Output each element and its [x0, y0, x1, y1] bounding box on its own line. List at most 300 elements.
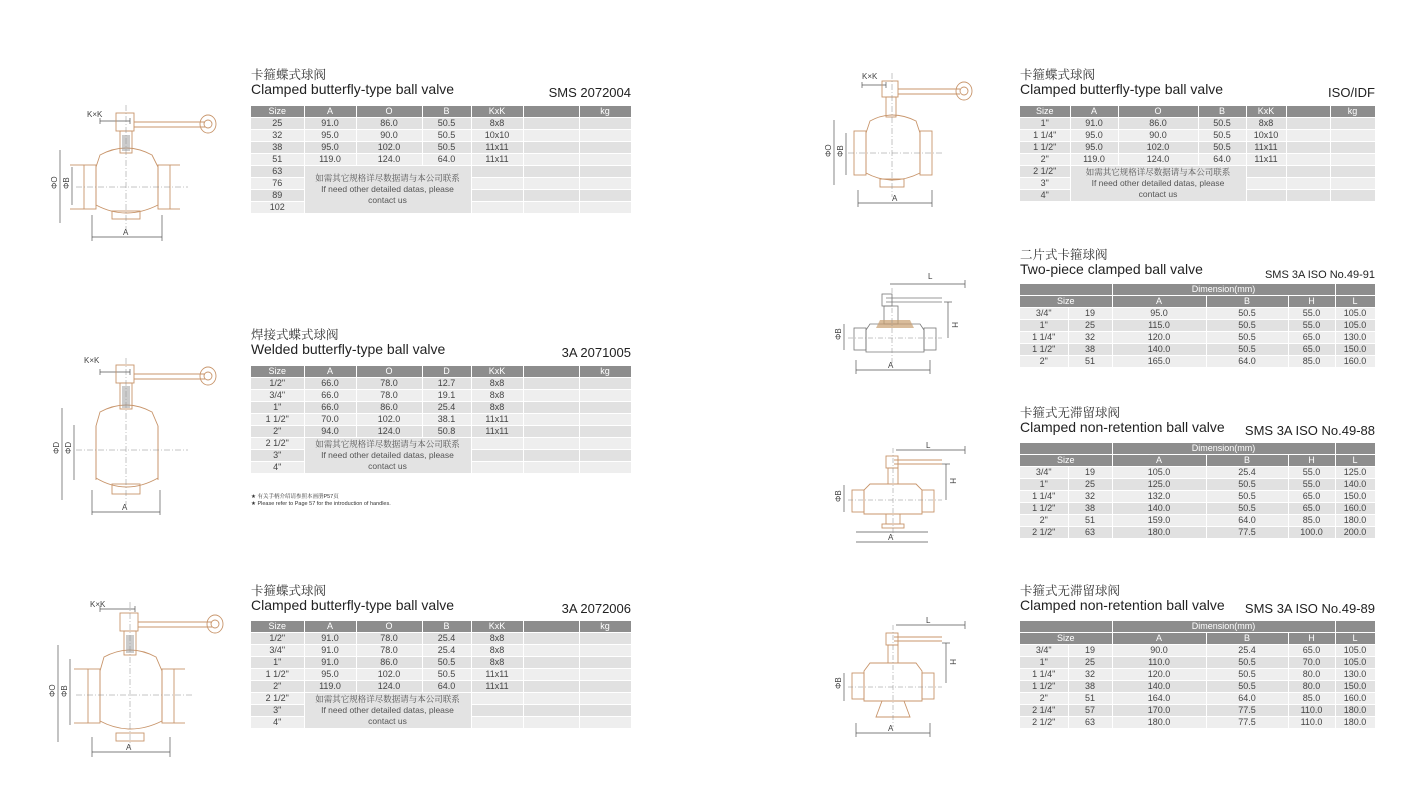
header-cell: L [1335, 455, 1375, 467]
table-cell [1286, 190, 1330, 202]
table-cell: 11x11 [471, 669, 523, 681]
table-cell: 78.0 [356, 378, 422, 390]
table-cell: 11x11 [471, 414, 523, 426]
table-cell [523, 190, 579, 202]
header-cell: O [356, 621, 422, 633]
table-cell [523, 705, 579, 717]
table-cell: 25.4 [422, 633, 471, 645]
table-cell: 85.0 [1288, 693, 1335, 705]
table-cell: 2 1/2" [1020, 527, 1068, 539]
table-cell: 55.0 [1288, 308, 1335, 320]
table-cell: 1 1/4" [1020, 332, 1068, 344]
valve-drawing-butterfly-clamped-3a [40, 597, 225, 762]
table-cell: 77.5 [1206, 527, 1288, 539]
valve-drawing-two-piece [830, 270, 975, 380]
table-cell: 2" [1020, 515, 1068, 527]
table-header-row [1020, 633, 1375, 645]
table-cell [523, 450, 579, 462]
table-cell [523, 717, 579, 729]
table-cell: 125.0 [1335, 467, 1375, 479]
handle-note [251, 494, 391, 508]
table-cell: 25.4 [422, 645, 471, 657]
size-cell: 2 1/2" [1020, 166, 1070, 178]
spec-table-body [1020, 621, 1375, 729]
dim-b-label: ΦB [834, 677, 843, 689]
table-cell [523, 657, 579, 669]
table-cell [523, 414, 579, 426]
spec-table-body [1020, 284, 1375, 368]
table-cell: 8x8 [471, 378, 523, 390]
table-cell: 91.0 [1070, 118, 1118, 130]
table-cell [579, 717, 631, 729]
table-cell: 50.5 [1198, 130, 1246, 142]
table-cell: 11x11 [1246, 142, 1286, 154]
table-cell: 90.0 [1118, 130, 1198, 142]
size-cell: 2 1/2" [251, 693, 304, 705]
table-row [251, 118, 631, 130]
valve-drawing-butterfly-clamped-sms [40, 95, 220, 245]
table-cell: 110.0 [1288, 717, 1335, 729]
table-cell: 55.0 [1288, 479, 1335, 491]
table-cell: 2" [1020, 356, 1068, 368]
table-cell: 110.0 [1112, 657, 1206, 669]
table-cell: 1/2" [251, 378, 304, 390]
table-cell: 50.5 [1206, 320, 1288, 332]
spec-table [251, 621, 632, 729]
header-cell: B [1198, 106, 1246, 118]
section-title [1020, 406, 1375, 440]
table-cell [579, 130, 631, 142]
table-cell [579, 118, 631, 130]
table-row [1020, 681, 1375, 693]
dim-a-label: A [888, 533, 894, 542]
table-cell: 66.0 [304, 390, 356, 402]
header-cell: H [1288, 296, 1335, 308]
contact-note [304, 693, 471, 729]
table-cell [1286, 130, 1330, 142]
table-row [1020, 154, 1375, 166]
table-cell: 80.0 [1288, 681, 1335, 693]
valve-drawing-non-retention-89 [830, 615, 975, 740]
table-cell [579, 378, 631, 390]
table-cell: 2" [251, 681, 304, 693]
table-cell [579, 681, 631, 693]
table-cell: 38 [251, 142, 304, 154]
table-row [251, 378, 631, 390]
table-cell: 3/4" [1020, 467, 1068, 479]
table-cell [579, 402, 631, 414]
table-cell: 50.5 [1206, 669, 1288, 681]
table-row [251, 657, 631, 669]
table-row [251, 142, 631, 154]
header-cell: Size [1020, 296, 1112, 308]
table-cell: 19.1 [422, 390, 471, 402]
table-cell: 105.0 [1112, 467, 1206, 479]
header-cell [523, 366, 579, 378]
table-row [251, 438, 631, 450]
table-cell: 8x8 [471, 645, 523, 657]
header-cell: A [1112, 633, 1206, 645]
section-title [1020, 584, 1375, 618]
table-cell [1330, 118, 1375, 130]
header-cell: Size [1020, 106, 1070, 118]
section-title-en: Clamped non-retention ball valve [1020, 597, 1225, 613]
table-cell: 180.0 [1112, 527, 1206, 539]
spec-table-body [1020, 106, 1375, 202]
dim-b-label: ΦB [834, 490, 843, 502]
table-cell [1330, 142, 1375, 154]
dim-b-label: ΦB [62, 177, 71, 189]
header-cell [1020, 443, 1112, 455]
table-cell: 65.0 [1288, 645, 1335, 657]
table-cell: 1 1/2" [1020, 344, 1068, 356]
dim-kxk-label: K×K [90, 600, 106, 609]
section-title [1020, 248, 1375, 282]
table-cell [471, 166, 523, 178]
spec-table [1020, 443, 1376, 539]
table-cell [1286, 142, 1330, 154]
table-cell [579, 154, 631, 166]
table-row [1020, 705, 1375, 717]
table-cell [579, 178, 631, 190]
table-row [1020, 657, 1375, 669]
size-cell: 102 [251, 202, 304, 214]
header-cell: A [304, 366, 356, 378]
header-cell: O [356, 106, 422, 118]
dim-d-label: ΦD [52, 441, 61, 454]
table-cell: 57 [1068, 705, 1112, 717]
table-cell: 32 [251, 130, 304, 142]
table-cell: 150.0 [1335, 681, 1375, 693]
table-cell: 51 [1068, 693, 1112, 705]
table-cell: 1 1/2" [1020, 142, 1070, 154]
handle-note-zh: ★ 有关手柄介绍请参照本画册P57页 [251, 494, 339, 500]
table-cell [579, 390, 631, 402]
section-title-zh: 卡箍蝶式球阀 [251, 67, 327, 82]
table-cell [523, 154, 579, 166]
header-cell: L [1335, 633, 1375, 645]
table-cell [471, 190, 523, 202]
table-row [1020, 491, 1375, 503]
table-cell: 86.0 [1118, 118, 1198, 130]
table-cell: 50.5 [1206, 479, 1288, 491]
dim-o-label: ΦO [48, 684, 57, 697]
table-cell: 64.0 [1206, 356, 1288, 368]
table-cell: 160.0 [1335, 356, 1375, 368]
contact-note-en: contact us [368, 716, 407, 726]
table-cell: 8x8 [1246, 118, 1286, 130]
table-cell: 78.0 [356, 645, 422, 657]
table-cell: 25.4 [422, 402, 471, 414]
section-title [1020, 68, 1375, 102]
table-cell: 78.0 [356, 390, 422, 402]
section-title [251, 68, 631, 102]
dim-kxk-label: K×K [87, 110, 103, 119]
table-cell: 102.0 [356, 142, 422, 154]
table-cell: 19 [1068, 308, 1112, 320]
header-cell: H [1288, 455, 1335, 467]
table-cell: 50.5 [1206, 332, 1288, 344]
table-row [1020, 320, 1375, 332]
table-cell: 1 1/4" [1020, 130, 1070, 142]
table-cell [1330, 130, 1375, 142]
table-row [251, 130, 631, 142]
header-cell [523, 621, 579, 633]
section-standard: ISO/IDF [1328, 85, 1375, 101]
header-cell: B [422, 621, 471, 633]
table-cell [579, 657, 631, 669]
table-cell: 120.0 [1112, 669, 1206, 681]
size-cell: 76 [251, 178, 304, 190]
table-cell [579, 633, 631, 645]
dim-kxk-label: K×K [862, 72, 878, 81]
table-cell: 124.0 [356, 426, 422, 438]
table-header-row [251, 621, 631, 633]
table-cell: 150.0 [1335, 344, 1375, 356]
table-header-row [1020, 296, 1375, 308]
table-cell [1330, 166, 1375, 178]
table-cell: 95.0 [304, 142, 356, 154]
table-cell: 8x8 [471, 402, 523, 414]
table-cell [579, 450, 631, 462]
table-cell: 19 [1068, 645, 1112, 657]
table-cell: 150.0 [1335, 491, 1375, 503]
contact-note-en: contact us [1138, 189, 1178, 199]
table-cell: 180.0 [1112, 717, 1206, 729]
table-cell: 11x11 [471, 426, 523, 438]
table-cell [523, 681, 579, 693]
table-cell: 50.5 [422, 142, 471, 154]
header-cell: O [356, 366, 422, 378]
table-cell: 25.4 [1206, 645, 1288, 657]
table-cell: 105.0 [1335, 308, 1375, 320]
table-cell [471, 717, 523, 729]
dim-d-label: ΦD [64, 441, 73, 454]
table-cell [523, 462, 579, 474]
table-row [1020, 693, 1375, 705]
table-cell: 1 1/2" [1020, 681, 1068, 693]
table-cell [523, 669, 579, 681]
table-cell: 50.5 [1206, 344, 1288, 356]
table-cell: 50.5 [1198, 142, 1246, 154]
header-cell: KxK [471, 621, 523, 633]
table-cell: 91.0 [304, 118, 356, 130]
table-cell: 10x10 [471, 130, 523, 142]
table-cell: 65.0 [1288, 332, 1335, 344]
section-standard: SMS 3A ISO No.49-89 [1244, 601, 1375, 617]
table-cell: 2" [1020, 693, 1068, 705]
table-cell: 1 1/2" [1020, 503, 1068, 515]
header-cell: KxK [471, 366, 523, 378]
table-row [251, 390, 631, 402]
table-row [1020, 142, 1375, 154]
header-cell: A [304, 621, 356, 633]
table-cell: 11x11 [471, 154, 523, 166]
table-row [251, 426, 631, 438]
header-cell: A [304, 106, 356, 118]
dim-b-label: ΦB [836, 145, 845, 157]
table-cell: 124.0 [1118, 154, 1198, 166]
table-cell: 180.0 [1335, 717, 1375, 729]
table-cell: 160.0 [1335, 503, 1375, 515]
valve-drawing-butterfly-clamped-iso [820, 65, 985, 210]
table-header-row [251, 366, 631, 378]
table-cell: 70.0 [1288, 657, 1335, 669]
contact-note-en: If need other detailed datas, please [321, 450, 454, 460]
table-cell [523, 378, 579, 390]
table-cell: 8x8 [471, 633, 523, 645]
table-row [1020, 166, 1375, 178]
header-cell: A [1070, 106, 1118, 118]
header-cell [523, 106, 579, 118]
table-cell: 2" [251, 426, 304, 438]
table-cell: 86.0 [356, 118, 422, 130]
table-cell: 119.0 [1070, 154, 1118, 166]
table-cell: 102.0 [356, 414, 422, 426]
table-cell: 105.0 [1335, 320, 1375, 332]
table-cell: 100.0 [1288, 527, 1335, 539]
header-cell: kg [579, 366, 631, 378]
table-cell: 65.0 [1288, 491, 1335, 503]
table-cell: 50.5 [422, 657, 471, 669]
table-cell: 78.0 [356, 633, 422, 645]
table-cell [579, 462, 631, 474]
table-cell: 63 [1068, 717, 1112, 729]
dim-l-label: L [926, 441, 931, 450]
table-row [251, 633, 631, 645]
table-cell: 32 [1068, 669, 1112, 681]
size-cell: 4" [251, 462, 304, 474]
size-cell: 3" [251, 705, 304, 717]
table-cell: 55.0 [1288, 467, 1335, 479]
table-cell [523, 202, 579, 214]
size-cell: 3" [251, 450, 304, 462]
section-title-en: Clamped butterfly-type ball valve [251, 597, 455, 613]
table-cell [523, 166, 579, 178]
table-cell: 2" [1020, 154, 1070, 166]
dim-kxk-label: K×K [84, 356, 100, 365]
table-cell: 1 1/4" [1020, 669, 1068, 681]
table-cell: 140.0 [1112, 681, 1206, 693]
table-cell: 77.5 [1206, 717, 1288, 729]
table-cell: 95.0 [1070, 130, 1118, 142]
table-cell: 51 [1068, 515, 1112, 527]
table-cell: 1" [1020, 479, 1068, 491]
table-header-row [1020, 455, 1375, 467]
table-cell: 2 1/2" [1020, 717, 1068, 729]
header-cell [1020, 284, 1112, 296]
table-cell [1330, 178, 1375, 190]
table-cell: 65.0 [1288, 503, 1335, 515]
table-cell: 170.0 [1112, 705, 1206, 717]
spec-table [251, 366, 632, 474]
table-cell [1246, 178, 1286, 190]
table-cell [523, 130, 579, 142]
section-title-zh: 二片式卡箍球阀 [1020, 247, 1108, 262]
section-title [251, 328, 631, 362]
table-cell: 85.0 [1288, 515, 1335, 527]
header-cell: L [1335, 296, 1375, 308]
contact-note-zh: 如需其它规格详尽数据请与本公司联系 [315, 439, 460, 449]
table-cell: 64.0 [422, 681, 471, 693]
table-cell: 66.0 [304, 402, 356, 414]
table-cell: 38 [1068, 344, 1112, 356]
dim-b-label: ΦB [60, 685, 69, 697]
dim-a-label: A [126, 743, 132, 752]
section-title-en: Clamped non-retention ball valve [1020, 419, 1225, 435]
table-cell: 32 [1068, 332, 1112, 344]
table-cell: 8x8 [471, 390, 523, 402]
dim-b-label: ΦB [834, 328, 843, 340]
table-cell [471, 693, 523, 705]
table-row [1020, 344, 1375, 356]
table-cell: 50.5 [1206, 308, 1288, 320]
table-cell: 130.0 [1335, 669, 1375, 681]
table-cell: 140.0 [1112, 503, 1206, 515]
table-cell [1246, 166, 1286, 178]
table-cell: 91.0 [304, 633, 356, 645]
table-cell: 50.5 [1198, 118, 1246, 130]
header-cell: Size [251, 106, 304, 118]
table-cell: 64.0 [1206, 693, 1288, 705]
table-cell: 90.0 [1112, 645, 1206, 657]
dim-o-label: ΦO [50, 176, 59, 189]
table-cell: 25 [1068, 320, 1112, 332]
contact-note [304, 438, 471, 474]
table-cell [579, 669, 631, 681]
table-cell [579, 166, 631, 178]
table-cell: 95.0 [1112, 308, 1206, 320]
dim-a-label: A [122, 503, 128, 512]
spec-table-body [251, 366, 631, 474]
table-cell: 1" [1020, 657, 1068, 669]
table-cell [523, 402, 579, 414]
table-cell: 165.0 [1112, 356, 1206, 368]
table-header-row [251, 106, 631, 118]
table-cell: 25 [251, 118, 304, 130]
header-cell: KxK [471, 106, 523, 118]
table-row [1020, 645, 1375, 657]
header-cell [1335, 284, 1375, 296]
table-cell: 91.0 [304, 657, 356, 669]
table-cell: 2 1/4" [1020, 705, 1068, 717]
section-title-zh: 卡箍蝶式球阀 [1020, 67, 1096, 82]
table-cell: 63 [1068, 527, 1112, 539]
header-cell: Size [251, 366, 304, 378]
spec-table [251, 106, 632, 214]
table-header-row [1020, 284, 1375, 296]
table-row [1020, 503, 1375, 515]
table-cell: 3/4" [1020, 308, 1068, 320]
table-cell: 86.0 [356, 402, 422, 414]
header-cell: Size [1020, 633, 1112, 645]
table-row [1020, 332, 1375, 344]
header-cell [1020, 621, 1112, 633]
size-cell: 89 [251, 190, 304, 202]
header-cell: B [1206, 296, 1288, 308]
header-cell: Dimension(mm) [1112, 443, 1335, 455]
table-cell [471, 462, 523, 474]
table-row [251, 154, 631, 166]
table-cell [523, 426, 579, 438]
table-cell: 38 [1068, 503, 1112, 515]
table-cell: 3/4" [1020, 645, 1068, 657]
contact-note [304, 166, 471, 214]
table-row [1020, 130, 1375, 142]
table-cell [471, 202, 523, 214]
table-cell [579, 414, 631, 426]
table-cell: 11x11 [471, 142, 523, 154]
